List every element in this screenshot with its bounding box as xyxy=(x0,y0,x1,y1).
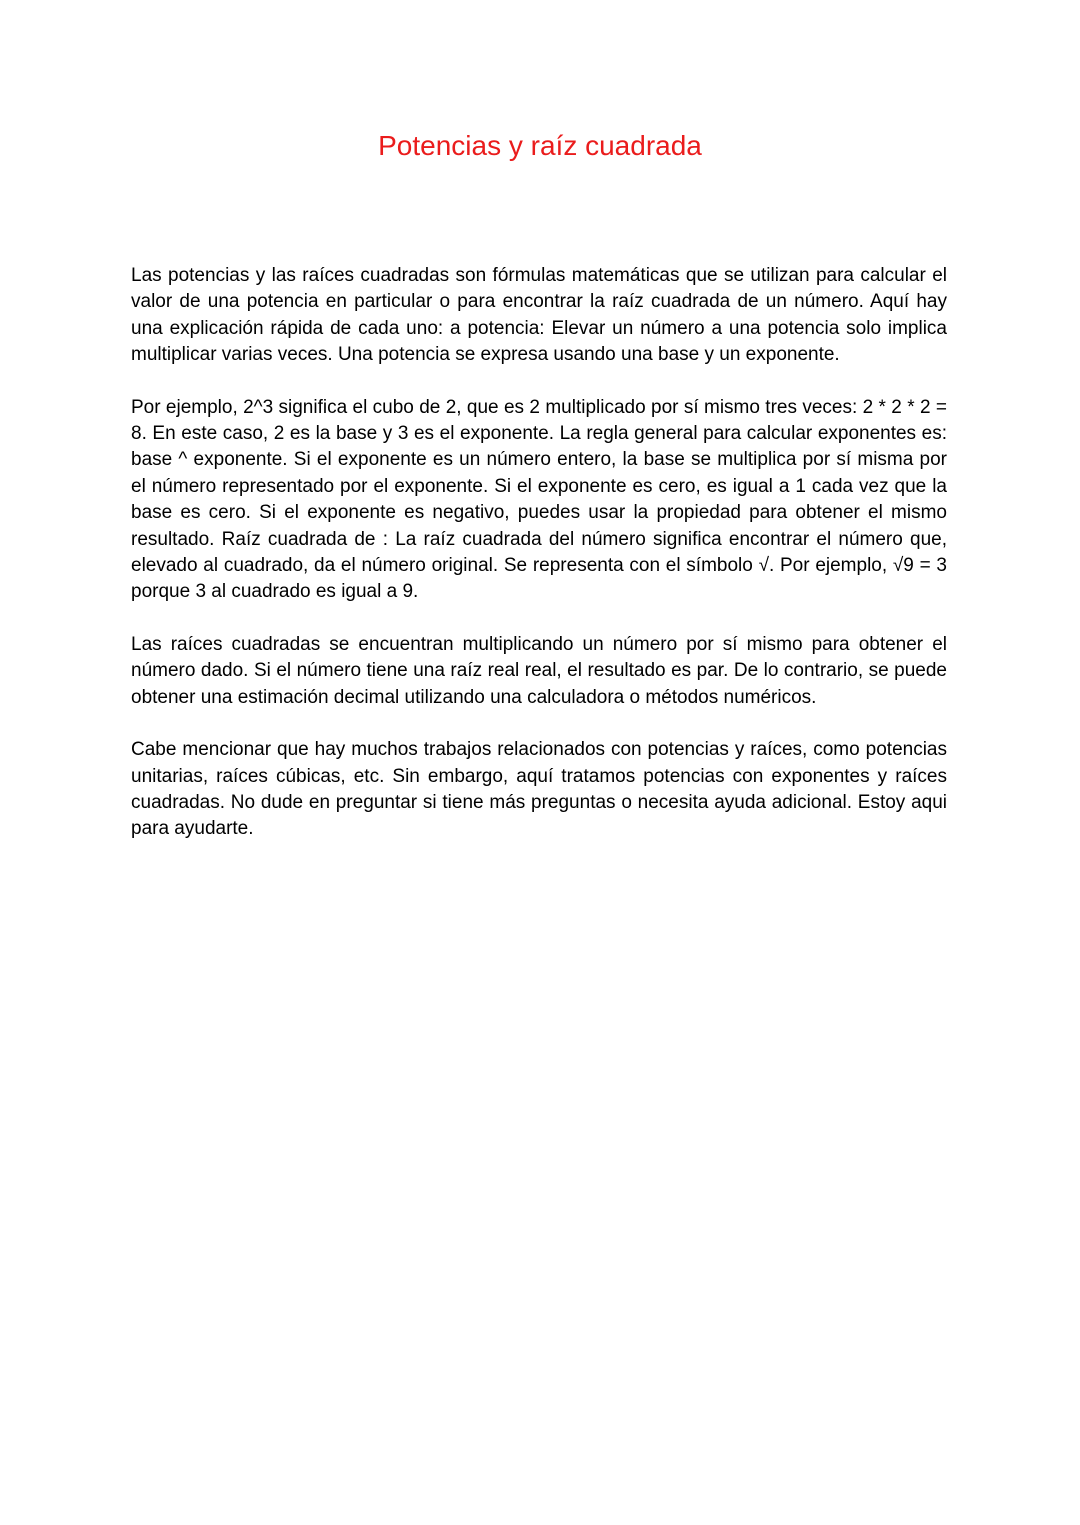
paragraph-square-roots: Las raíces cuadradas se encuentran multiplicando un número por sí mismo para obtener el número dado. Si el número tiene una raíz real real, el resultado es par. De lo contrario, se puede obtener una estimación decimal utilizando una calculadora o métodos numéricos. xyxy=(131,633,947,708)
page-title: Potencias y raíz cuadrada xyxy=(378,130,702,161)
paragraph-closing: Cabe mencionar que hay muchos trabajos relacionados con potencias y raíces, como potencias unitarias, raíces cúbicas, etc. Sin embargo, aquí tratamos potencias con exponentes y raíces cuadradas. No dude en preguntar si tiene más preguntas o necesita ayuda adicional. Estoy aqui para ayudarte. xyxy=(131,739,947,840)
document-body xyxy=(131,263,947,869)
paragraph-example: Por ejemplo, 2^3 significa el cubo de 2, que es 2 multiplicado por sí mismo tres veces: 2 * 2 * 2 = 8. En este caso, 2 es la base y 3 es el exponente. La regla general para calcular exponentes es: base ^ exponente. Si el exponente es un número entero, la base se multiplica por sí misma por el número representado por el exponente. Si el exponente es cero, es igual a 1 cada vez que la base es cero. Si el exponente es negativo, puedes usar la propiedad para obtener el mismo resultado. Raíz cuadrada de : La raíz cuadrada del número significa encontrar el número que, elevado al cuadrado, da el número original. Se representa con el símbolo √. Por ejemplo, √9 = 3 porque 3 al cuadrado es igual a 9. xyxy=(131,396,947,603)
paragraph-intro: Las potencias y las raíces cuadradas son fórmulas matemáticas que se utilizan para calcular el valor de una potencia en particular o para encontrar la raíz cuadrada de un número. Aquí hay una explicación rápida de cada uno: a potencia: Elevar un número a una potencia solo implica multiplicar varias veces. Una potencia se expresa usando una base y un exponente. xyxy=(131,265,947,366)
